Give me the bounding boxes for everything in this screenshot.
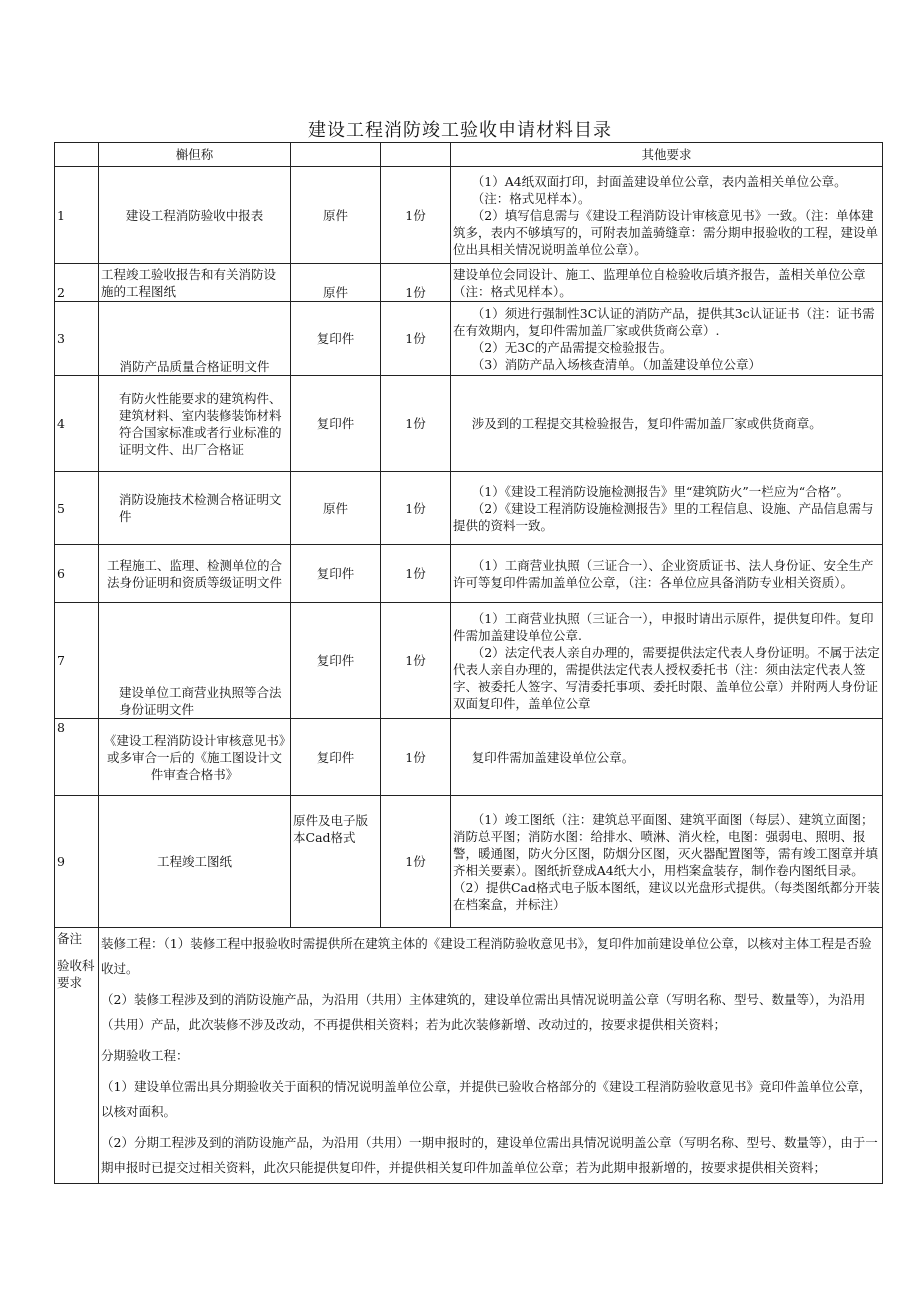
material-type: 原件 [291, 167, 381, 264]
requirement-line: （2）法定代表人亲自办理的，需要提供法定代表人身份证明。不属于法定代表人亲自办理的，需提供法定代表人授权委托书（注：须由法定代表人签字、被委托人签字、写清委托事项、委托时限、盖单位公章）并附两人身份证双面复印件，盖单位公章 [453, 644, 880, 711]
material-type: 原件 [291, 264, 381, 302]
row-no: 7 [55, 603, 99, 719]
material-count: 1份 [381, 376, 451, 472]
table-header-row [55, 143, 883, 167]
material-count: 1份 [381, 472, 451, 545]
note-paragraph: （2）分期工程涉及到的消防设施产品，为沿用（共用）一期申报时的，建设单位需出具情况说明盖公章（写明名称、型号、数量等），由于一期申报时已提交过相关资料，此次只能提供复印件，并提供相关复印件加盖单位公章；若为此期申报新增的，按要求提供相关资料； [101, 1135, 878, 1175]
header-no [55, 143, 99, 167]
row-no: 5 [55, 472, 99, 545]
material-requirements [451, 376, 883, 472]
header-name: 槲但称 [99, 143, 291, 167]
material-name: 工程竣工验收报告和有关消防设施的工程图纸 [99, 264, 291, 302]
header-type [291, 143, 381, 167]
material-type: 复印件 [291, 302, 381, 376]
row-no: 8 [55, 719, 99, 796]
table-row [55, 719, 883, 796]
notes-label-remark: 备注 [57, 931, 83, 946]
material-requirements [451, 603, 883, 719]
table-row [55, 167, 883, 264]
row-no: 4 [55, 376, 99, 472]
row-no: 6 [55, 545, 99, 603]
material-requirements [451, 472, 883, 545]
table-row [55, 603, 883, 719]
materials-table [54, 142, 883, 1184]
requirement-line: 建设单位会同设计、施工、监理单位自检验收后填齐报告，盖相关单位公章（注：格式见样本）。 [453, 266, 866, 299]
requirement-line: 涉及到的工程提交其检验报告，复印件需加盖厂家或供货商章。 [471, 416, 822, 431]
material-requirements [451, 167, 883, 264]
requirement-line: （1）工商营业执照（三证合一）、企业资质证书、法人身份证、安全生产许可等复印件需加盖单位公章，（注：各单位应具备消防专业相关资质）。 [453, 557, 874, 590]
material-count: 1份 [381, 603, 451, 719]
material-type: 复印件 [291, 719, 381, 796]
note-paragraph: （1）建设单位需出具分期验收关于面积的情况说明盖单位公章，并提供已验收合格部分的《建设工程消防验收意见书》竟印件盖单位公章，以核对面积。 [101, 1079, 872, 1119]
requirement-line: （2）无3C的产品需提交检验报告。 [471, 339, 673, 355]
requirement-line: （1）A4纸双面打印，封面盖建设单位公章，表内盖相关单位公章。 [471, 173, 847, 189]
material-count: 1份 [381, 167, 451, 264]
requirement-line: （1）工商营业执照（三证合一），申报时请出示原件，提供复印件。复印件需加盖建设单位公章. [453, 610, 874, 643]
material-requirements [451, 796, 883, 928]
table-row [55, 472, 883, 545]
requirement-line: （3）消防产品入场核查清单。（加盖建设单位公章） [471, 356, 761, 372]
material-requirements [451, 264, 883, 302]
material-count: 1份 [381, 302, 451, 376]
note-paragraph: 分期验收工程： [101, 1048, 189, 1063]
requirement-line: （2）填写信息需与《建设工程消防设计审核意见书》一致。（注：单体建筑多，表内不够填写的，可附表加盖骑缝章：需分期申报验收的工程，建设单位出具相关情况说明盖单位公章）。 [453, 207, 879, 257]
note-paragraph: 装修工程：（1）装修工程中报验收时需提供所在建筑主体的《建设工程消防验收意见书》，复印件加前建设单位公章，以核对主体工程是否验收过。 [101, 936, 872, 976]
material-name: 有防火性能要求的建筑构件、建筑材料、室内装修装饰材料符合国家标准或者行业标准的证明文件、出厂合格证 [99, 376, 291, 472]
requirement-line: （1）须进行强制性3C认证的消防产品，提供其3c认证证书（注：证书需在有效期内，复印件需加盖厂家或供货商公章）. [453, 305, 875, 338]
material-name: 工程施工、监理、检测单位的合法身份证明和资质等级证明文件 [99, 545, 291, 603]
material-count: 1份 [381, 796, 451, 928]
header-count [381, 143, 451, 167]
material-name: 《建设工程消防设计审核意见书》或多审合一后的《施工图设计文件审查合格书》 [99, 719, 291, 796]
header-requirements: 其他要求 [451, 143, 883, 167]
table-row [55, 302, 883, 376]
notes-content [99, 928, 883, 1184]
material-name: 建设工程消防验收中报表 [99, 167, 291, 264]
requirement-line: （注：格式见样本）。 [471, 190, 591, 206]
material-type: 复印件 [291, 545, 381, 603]
requirement-line: 复印件需加盖建设单位公章。 [471, 749, 635, 765]
material-name: 建设单位工商营业执照等合法身份证明文件 [99, 603, 291, 719]
notes-label-dept: 验收科要求 [57, 958, 95, 990]
row-no: 1 [55, 167, 99, 264]
material-requirements [451, 302, 883, 376]
material-type: 复印件 [291, 603, 381, 719]
material-requirements [451, 545, 883, 603]
row-no: 9 [55, 796, 99, 928]
requirement-line: （1）《建设工程消防设施检测报告》里“建筑防火”一栏应为“合格”。 [471, 483, 850, 499]
table-row [55, 796, 883, 928]
table-row [55, 376, 883, 472]
material-type: 原件及电子版本Cad格式 [291, 796, 381, 928]
requirement-line: （2）《建设工程消防设施检测报告》里的工程信息、设施、产品信息需与提供的资料一致。 [453, 500, 874, 533]
notes-label [55, 928, 99, 1184]
row-no: 2 [55, 264, 99, 302]
material-count: 1份 [381, 719, 451, 796]
material-type: 原件 [291, 472, 381, 545]
page-title: 建设工程消防竣工验收申请材料目录 [308, 120, 612, 141]
material-requirements [451, 719, 883, 796]
table-row [55, 264, 883, 302]
row-no: 3 [55, 302, 99, 376]
notes-row [55, 928, 883, 1184]
note-paragraph: （2）装修工程涉及到的消防设施产品，为沿用（共用）主体建筑的，建设单位需出具情况说明盖公章（写明名称、型号、数量等），为沿用（共用）产品，此次装修不涉及改动，不再提供相关资料；若为此次装修新增、改动过的，按要求提供相关资料； [101, 992, 866, 1032]
material-name: 消防产品质量合格证明文件 [99, 302, 291, 376]
material-name: 消防设施技术检测合格证明文件 [99, 472, 291, 545]
material-name: 工程竣工图纸 [99, 796, 291, 928]
requirement-line: （1）竣工图纸（注：建筑总平面图、建筑平面图（每层）、建筑立面图；消防总平图；消防水图：给排水、喷淋、消火栓，电图：强弱电、照明、报警，暖通图，防火分区图，防烟分区图，灭火器配置图等，需有竣工图章并填齐相关要素）。图纸折登成A4纸大小，用档案盒装存，制作卷内图纸目录。（2）提供Cad格式电子版本图纸，建议以光盘形式提供。（每类图纸都分开装在档案盒，并标注） [453, 811, 880, 912]
table-row [55, 545, 883, 603]
material-type: 复印件 [291, 376, 381, 472]
material-count: 1份 [381, 545, 451, 603]
material-count: 1份 [381, 264, 451, 302]
